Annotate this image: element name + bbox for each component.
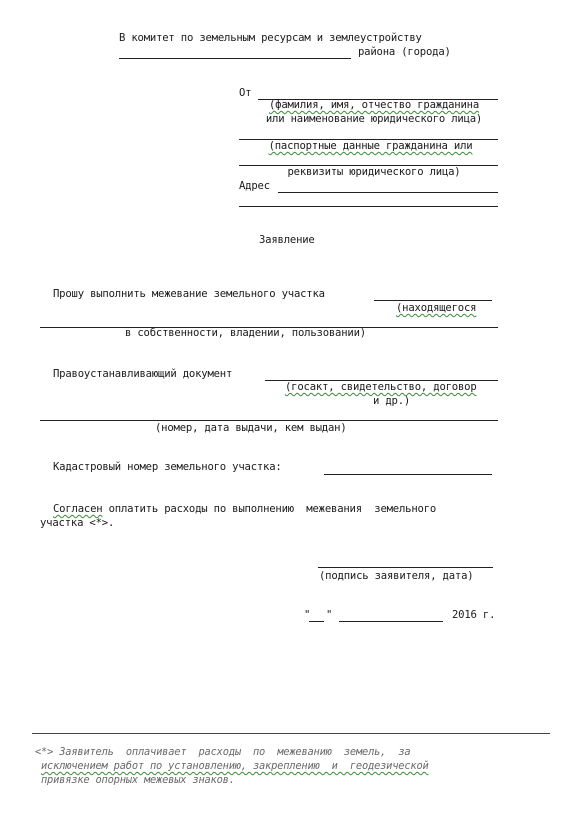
from-label: От: [239, 87, 252, 99]
address-line-2: [239, 206, 498, 207]
consent-line-1: [53, 503, 436, 516]
document-title: Заявление: [259, 234, 315, 246]
date-quote-close: ": [326, 609, 333, 621]
date-month-line: [339, 621, 443, 622]
footnote-line-3: привязке опорных межевых знаков.: [41, 774, 235, 786]
date-quote-open: ": [304, 609, 311, 621]
applicant-org-hint: или наименование юридического лица): [265, 113, 483, 125]
header-line-2: района (города): [358, 46, 451, 58]
applicant-name-hint: (фамилия, имя, отчество гражданина: [268, 99, 480, 111]
document-label: Правоустанавливающий документ: [53, 368, 233, 380]
consent-line-2: участка <*>.: [40, 517, 115, 529]
document-hint-2: и др.): [373, 395, 411, 407]
request-hint-2: в собственности, владении, пользовании): [125, 327, 366, 339]
date-year: 2016 г.: [452, 609, 496, 621]
requisites-hint: реквизиты юридического лица): [287, 166, 461, 178]
date-day-line: [309, 621, 324, 622]
request-blank-line: [374, 300, 492, 301]
consent-word: Согласен: [53, 503, 103, 515]
document-hint-3: (номер, дата выдачи, кем выдан): [155, 422, 347, 434]
district-blank-line: [119, 58, 351, 59]
request-line: Прошу выполнить межевание земельного участка: [53, 288, 325, 300]
address-line-1: [278, 192, 498, 193]
document-hint-1: (госакт, свидетельство, договор: [285, 381, 477, 393]
document-blank-line-2: [40, 420, 498, 421]
address-label: Адрес: [239, 180, 270, 192]
footnote-line-2: исключением работ по установлению, закреплению и геодезической: [41, 760, 429, 772]
request-hint-1: (находящегося: [396, 302, 477, 314]
signature-blank-line: [318, 567, 493, 568]
footnote-line-1: <*> Заявитель оплачивает расходы по межеванию земель, за: [35, 746, 411, 758]
passport-hint: (паспортные данные гражданина или: [268, 140, 473, 152]
footnote-separator: [32, 733, 550, 734]
consent-rest: оплатить расходы по выполнению межевания земельного: [102, 503, 437, 515]
header-line-1: В комитет по земельным ресурсам и землеустройству: [119, 32, 422, 44]
signature-hint: (подпись заявителя, дата): [319, 570, 474, 582]
cadastral-label: Кадастровый номер земельного участка:: [53, 461, 282, 473]
cadastral-blank-line: [324, 474, 492, 475]
